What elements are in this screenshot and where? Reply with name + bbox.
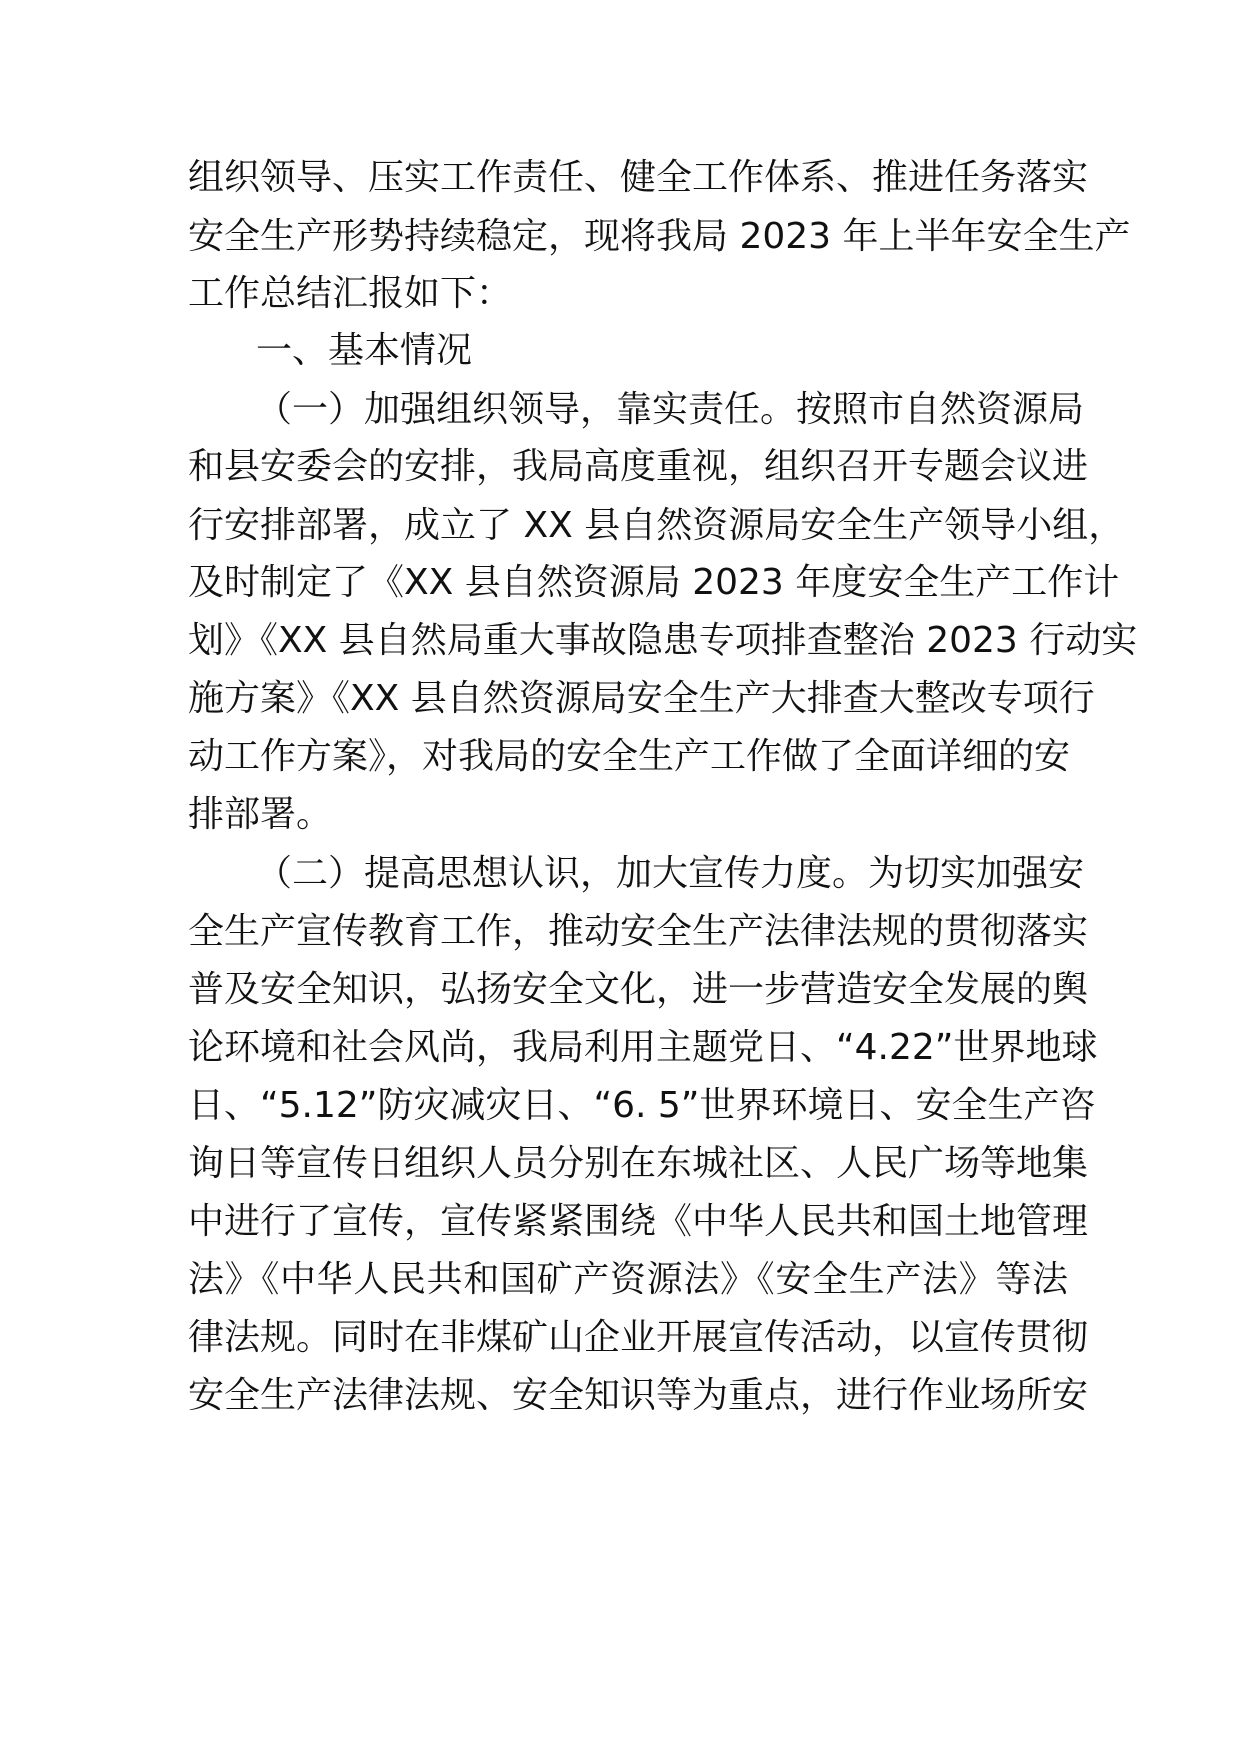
body-text-line: 划》《XX 县自然局重大事故隐患专项排查整治 2023 行动实 bbox=[188, 620, 1138, 661]
body-text-line: 安全生产法律法规、安全知识等为重点，进行作业场所安 bbox=[188, 1375, 1089, 1416]
body-text-line: 及时制定了《XX 县自然资源局 2023 年度安全生产工作计 bbox=[188, 562, 1120, 603]
body-text-line: 排部署。 bbox=[188, 794, 333, 835]
subsection-heading-line: （二）提高思想认识，加大宣传力度。为切实加强安 bbox=[256, 853, 1085, 894]
body-text-line: 动工作方案》，对我局的安全生产工作做了全面详细的安 bbox=[188, 736, 1071, 777]
body-text-line: 组织领导、压实工作责任、健全工作体系、推进任务落实 bbox=[188, 157, 1089, 198]
body-text-line: 行安排部署，成立了 XX 县自然资源局安全生产领导小组， bbox=[188, 505, 1125, 546]
body-text-line: 和县安委会的安排，我局高度重视，组织召开专题会议进 bbox=[188, 446, 1089, 487]
body-text-line: 中进行了宣传，宣传紧紧围绕《中华人民共和国土地管理 bbox=[188, 1201, 1089, 1242]
body-text-line: 工作总结汇报如下： bbox=[188, 273, 513, 314]
body-text-line: 论环境和社会风尚，我局利用主题党日、“4.22”世界地球 bbox=[188, 1027, 1098, 1068]
body-text-line: 普及安全知识，弘扬安全文化，进一步营造安全发展的舆 bbox=[188, 969, 1089, 1010]
body-text-line: 询日等宣传日组织人员分别在东城社区、人民广场等地集 bbox=[188, 1143, 1089, 1184]
body-text-line: 律法规。同时在非煤矿山企业开展宣传活动，以宣传贯彻 bbox=[188, 1317, 1089, 1358]
subsection-heading-line: （一）加强组织领导，靠实责任。按照市自然资源局 bbox=[256, 389, 1085, 430]
body-text-line: 日、“5.12”防灾减灾日、“6. 5”世界环境日、安全生产咨 bbox=[188, 1085, 1096, 1126]
section-heading: 一、基本情况 bbox=[256, 330, 473, 371]
body-text-line: 施方案》《XX 县自然资源局安全生产大排查大整改专项行 bbox=[188, 678, 1095, 719]
body-text-line: 法》《中华人民共和国矿产资源法》《安全生产法》等法 bbox=[188, 1259, 1068, 1300]
body-text-line: 全生产宣传教育工作，推动安全生产法律法规的贯彻落实 bbox=[188, 911, 1089, 952]
body-text-line: 安全生产形势持续稳定，现将我局 2023 年上半年安全生产 bbox=[188, 216, 1131, 257]
